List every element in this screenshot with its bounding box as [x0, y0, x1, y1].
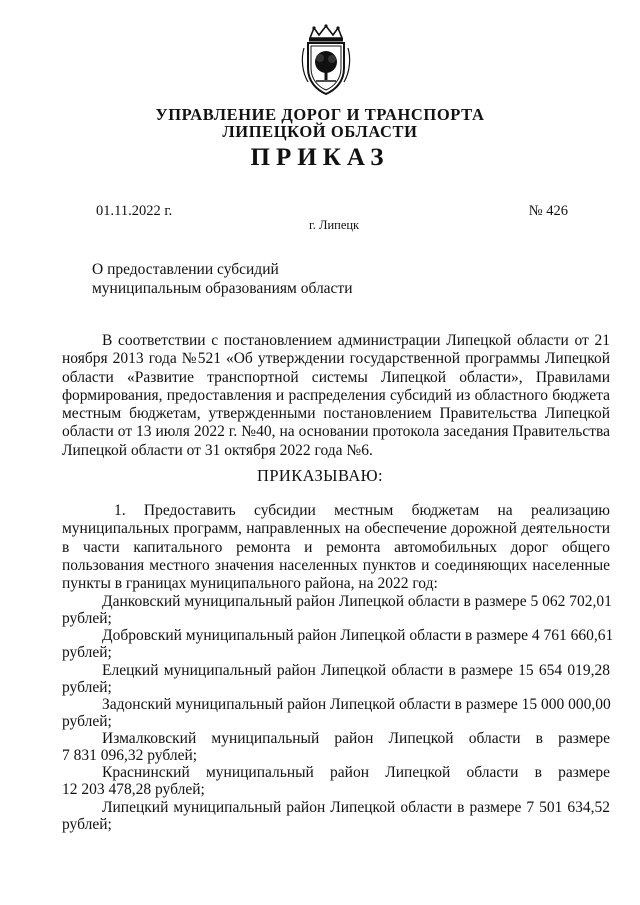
district-entry-text: Добровский муниципальный район Липецкой области в размере 4 761 660,61 [102, 627, 614, 645]
document-date: 01.11.2022 г. [96, 203, 173, 219]
coat-of-arms-emblem [296, 24, 356, 98]
district-entry-text: Измалковский муниципальный район Липецкой области в размере [102, 730, 610, 748]
district-entry-continuation: 7 831 096,32 рублей; [62, 747, 198, 765]
district-entry-continuation: рублей; [62, 815, 112, 833]
district-entry [62, 662, 610, 696]
district-entry-continuation: рублей; [62, 678, 112, 696]
district-entry [62, 799, 610, 833]
district-entry-text: Краснинский муниципальный район Липецкой области в размере [102, 764, 610, 782]
district-entry-text: Данковский муниципальный район Липецкой области в размере 5 062 702,01 [102, 593, 612, 610]
district-entry-text: Задонский муниципальный район Липецкой области в размере 15 000 000,00 [102, 695, 611, 713]
district-subsidy-list [62, 593, 614, 833]
subject-line: муниципальным образованиям области [92, 280, 353, 297]
district-entry-continuation: рублей; [62, 610, 112, 627]
preamble-paragraph: В соответствии с постановлением администрации Липецкой области от 21 ноября 2013 года №521 «Об утверждении государственной программы Липецкой области «Развитие транспортной системы Липецкой области», Правилами формирования, предоставления и распределения субсидий из областного бюджета местным бюджетам, утвержденными постановлением Правительства Липецкой области от 13 июля 2022 г. №40, на основании протокола заседания Правительства Липецкой области от 31 октября 2022 года №6. [62, 332, 610, 459]
district-entry-continuation: рублей; [62, 644, 112, 662]
organization-name-line2: ЛИПЕЦКОЙ ОБЛАСТИ [222, 122, 418, 141]
document-title: ПРИКАЗ [250, 144, 390, 171]
district-entry [62, 730, 610, 764]
organization-name-line1: УПРАВЛЕНИЕ ДОРОГ И ТРАНСПОРТА [155, 105, 485, 124]
district-entry [62, 764, 610, 798]
district-entry [62, 696, 610, 730]
district-entry-text: Липецкий муниципальный район Липецкой области в размере 7 501 634,52 [102, 798, 610, 816]
district-entry [62, 593, 610, 627]
subject-line: О предоставлении субсидий [92, 261, 279, 278]
district-entry-continuation: рублей; [62, 712, 112, 730]
district-entry-continuation: 12 203 478,28 рублей; [62, 781, 205, 799]
document-city: г. Липецк [309, 218, 360, 232]
district-entry [62, 627, 614, 662]
order-item-1: 1. Предоставить субсидии местным бюджетам на реализацию муниципальных программ, направленных на обеспечение дорожной деятельности в части капитального ремонта и ремонта автомобильных дорог общего пользования местного значения населенных пунктов и соединяющих населенные пункты в границах муниципального района, на 2022 год: [62, 502, 610, 593]
order-heading: ПРИКАЗЫВАЮ: [257, 466, 383, 485]
document-subject [92, 260, 353, 298]
district-entry-text: Елецкий муниципальный район Липецкой области в размере 15 654 019,28 [102, 661, 610, 679]
document-number: № 426 [528, 203, 568, 219]
